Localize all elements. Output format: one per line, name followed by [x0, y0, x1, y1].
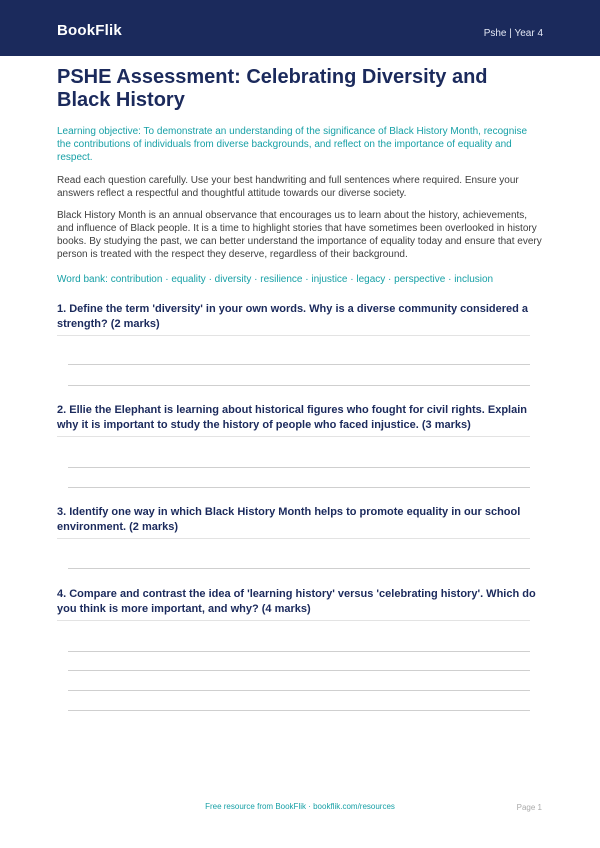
- page-header: [0, 0, 600, 56]
- answer-line[interactable]: [68, 710, 530, 711]
- brand-logo: BookFlik: [57, 22, 122, 39]
- answer-line[interactable]: [68, 651, 530, 652]
- instructions-text: Read each question carefully. Use your best handwriting and full sentences where required. Ensure your answers reflect a respectful and thoughtful attitude towards our diverse society.: [57, 175, 519, 199]
- footer-credit-link[interactable]: Free resource from BookFlik · bookflik.com/resources: [205, 802, 395, 811]
- answer-line[interactable]: [68, 467, 530, 468]
- page-title: PSHE Assessment: Celebrating Diversity and Black History: [57, 66, 488, 111]
- intro-text: Black History Month is an annual observance that encourages us to learn about the history, achievements, and influence of Black people. It is a time to highlight stories that have sometimes been overlooked in history books. By studying the past, we can better understand the importance of equality today and ensure that every person is treated with the respect they deserve, regardless of their background.: [57, 210, 542, 260]
- question-divider: [57, 620, 530, 621]
- question-3: 3. Identify one way in which Black History Month helps to promote equality in our school environment. (2 marks): [57, 506, 521, 533]
- answer-line[interactable]: [68, 364, 530, 365]
- question-1: 1. Define the term 'diversity' in your own words. Why is a diverse community considered a strength? (2 marks): [57, 303, 529, 330]
- page-number: Page 1: [516, 803, 542, 812]
- subject-year-label: Pshe | Year 4: [483, 28, 543, 39]
- question-divider: [57, 538, 530, 539]
- question-2: 2. Ellie the Elephant is learning about historical figures who fought for civil rights. Explain why it is important to study the history of people who faced injustice. (3 marks): [57, 404, 528, 431]
- question-4: 4. Compare and contrast the idea of 'learning history' versus 'celebrating history'. Which do you think is more important, and why? (4 marks): [57, 588, 536, 615]
- learning-objective: Learning objective: To demonstrate an understanding of the significance of Black History Month, recognise the contributions of individuals from diverse backgrounds, and reflect on the importance of equality and respect.: [57, 126, 528, 163]
- answer-line[interactable]: [68, 690, 530, 691]
- worksheet-intro: [57, 66, 543, 286]
- answer-line[interactable]: [68, 487, 530, 488]
- answer-line[interactable]: [68, 568, 530, 569]
- question-divider: [57, 436, 530, 437]
- word-bank: Word bank: contribution · equality · diversity · resilience · injustice · legacy · perspective · inclusion: [57, 274, 494, 285]
- answer-line[interactable]: [68, 385, 530, 386]
- question-divider: [57, 335, 530, 336]
- answer-line[interactable]: [68, 670, 530, 671]
